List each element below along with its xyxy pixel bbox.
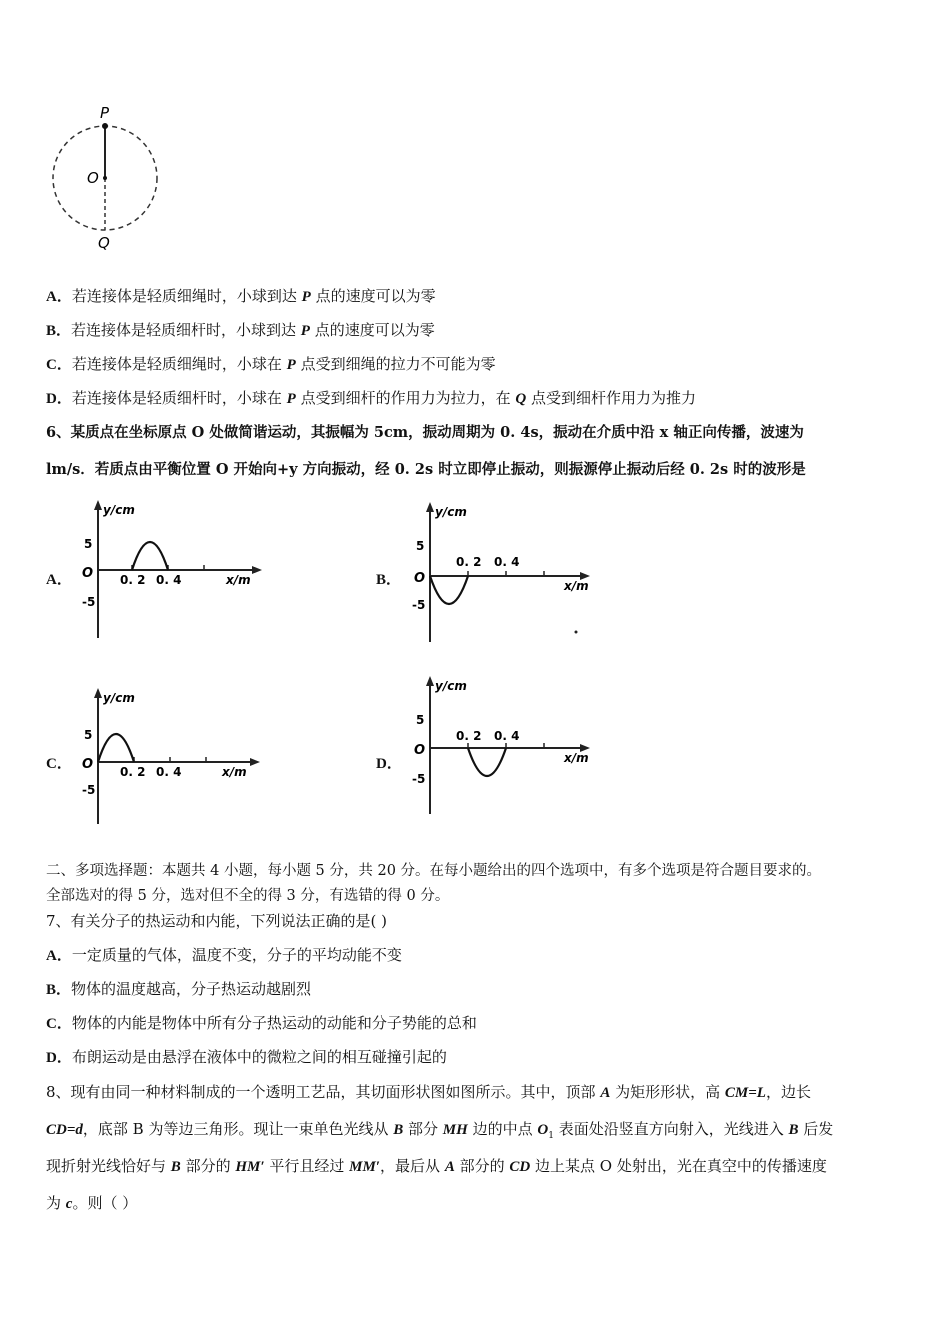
xlabel: x/m [222,765,247,779]
origin: O [414,743,426,758]
ytick-pos: 5 [416,539,425,553]
xtick-1: 0. 2 [456,729,482,743]
wave-curve [430,576,468,604]
ylabel: y/cm [435,679,467,693]
xtick-2: 0. 4 [156,573,182,587]
q6-stem-line2: lm/s．若质点由平衡位置 O 开始向+y 方向振动，经 0. 2s 时立即停止振动，则振源停止振动后经 0. 2s 时的波形是 [46,461,806,478]
x-arrow [250,758,260,766]
y-arrow [426,502,434,512]
origin: O [82,757,94,772]
q5-option-b: B．若连接体是轻质细杆时，小球到达 P 点的速度可以为零 [46,321,435,339]
label-o: O [87,169,99,187]
xtick-2: 0. 4 [494,555,520,569]
wave-curve [98,734,134,762]
graph-d-label: D． [376,756,402,772]
graph-d [406,674,596,819]
ylabel: y/cm [103,691,135,705]
x-arrow [252,566,262,574]
ytick-neg: -5 [82,595,96,609]
xtick-1: 0. 2 [120,573,146,587]
section2-line1: 二、多项选择题：本题共 4 小题，每小题 5 分，共 20 分。在每小题给出的四个选项中，有多个选项是符合题目要求的。 [46,863,822,879]
q6-stem-line1: 6、某质点在坐标原点 O 处做简谐运动，其振幅为 5cm，振动周期为 0. 4s，振动在介质中沿 x 轴正向传播，波速为 [46,424,804,441]
graph-a-label: A． [46,572,72,588]
q5-option-c: C．若连接体是轻质细绳时，小球在 P 点受到细绳的拉力不可能为零 [46,355,496,373]
ylabel: y/cm [103,503,135,517]
label-p: P [100,104,110,122]
q7-option-d: D．布朗运动是由悬浮在液体中的微粒之间的相互碰撞引起的 [46,1048,447,1066]
graph-c-label: C． [46,756,72,772]
wave-curve [132,542,168,570]
y-arrow [94,688,102,698]
ytick-pos: 5 [416,713,425,727]
xtick-1: 0. 2 [120,765,146,779]
label-q: Q [98,234,110,252]
graph-b [406,500,596,645]
ytick-neg: -5 [412,598,426,612]
xlabel: x/m [226,573,251,587]
xtick-1: 0. 2 [456,555,482,569]
y-arrow [426,676,434,686]
q8-line1: 8、现有由同一种材料制成的一个透明工艺品，其切面形状图如图所示。其中，顶部 A 为矩形形状，高 CM=L，边长 [46,1083,811,1101]
xtick-2: 0. 4 [156,765,182,779]
origin: O [82,566,94,581]
ytick-neg: -5 [412,772,426,786]
q8-line2: CD=d，底部 B 为等边三角形。现让一束单色光线从 B 部分 MH 边的中点 $O_1$ 表面处沿竖直方向射入，光线进入 B 后发 [46,1120,834,1141]
circle-figure [40,100,170,255]
q5-option-a: A．若连接体是轻质细绳时，小球到达 P 点的速度可以为零 [46,287,436,305]
point-p [102,123,108,129]
speck [575,631,578,634]
origin: O [414,571,426,586]
graph-a [76,498,266,643]
ytick-neg: -5 [82,783,96,797]
wave-curve [468,748,506,776]
q7-stem: 7、有关分子的热运动和内能，下列说法正确的是( ) [46,912,388,930]
q8-line3: 现折射光线恰好与 B 部分的 HM′ 平行且经过 MM′，最后从 A 部分的 CD 边上某点 O 处射出，光在真空中的传播速度 [46,1157,827,1175]
q7-option-b: B．物体的温度越高，分子热运动越剧烈 [46,980,312,998]
point-o [103,176,107,180]
q7-option-a: A．一定质量的气体，温度不变，分子的平均动能不变 [46,946,402,964]
section2-line2: 全部选对的得 5 分，选对但不全的得 3 分，有选错的得 0 分。 [46,888,450,904]
ytick-pos: 5 [84,728,93,742]
q5-option-d: D．若连接体是轻质细杆时，小球在 P 点受到细杆的作用力为拉力，在 Q 点受到细杆作用力为推力 [46,389,696,407]
ylabel: y/cm [435,505,467,519]
ytick-pos: 5 [84,537,93,551]
xlabel: x/m [564,751,589,765]
graph-c [76,686,266,828]
y-arrow [94,500,102,510]
graph-b-label: B． [376,572,402,588]
xlabel: x/m [564,579,589,593]
q7-option-c: C．物体的内能是物体中所有分子热运动的动能和分子势能的总和 [46,1014,477,1032]
xtick-2: 0. 4 [494,729,520,743]
q8-line4: 为 c。则（ ） [46,1194,138,1212]
